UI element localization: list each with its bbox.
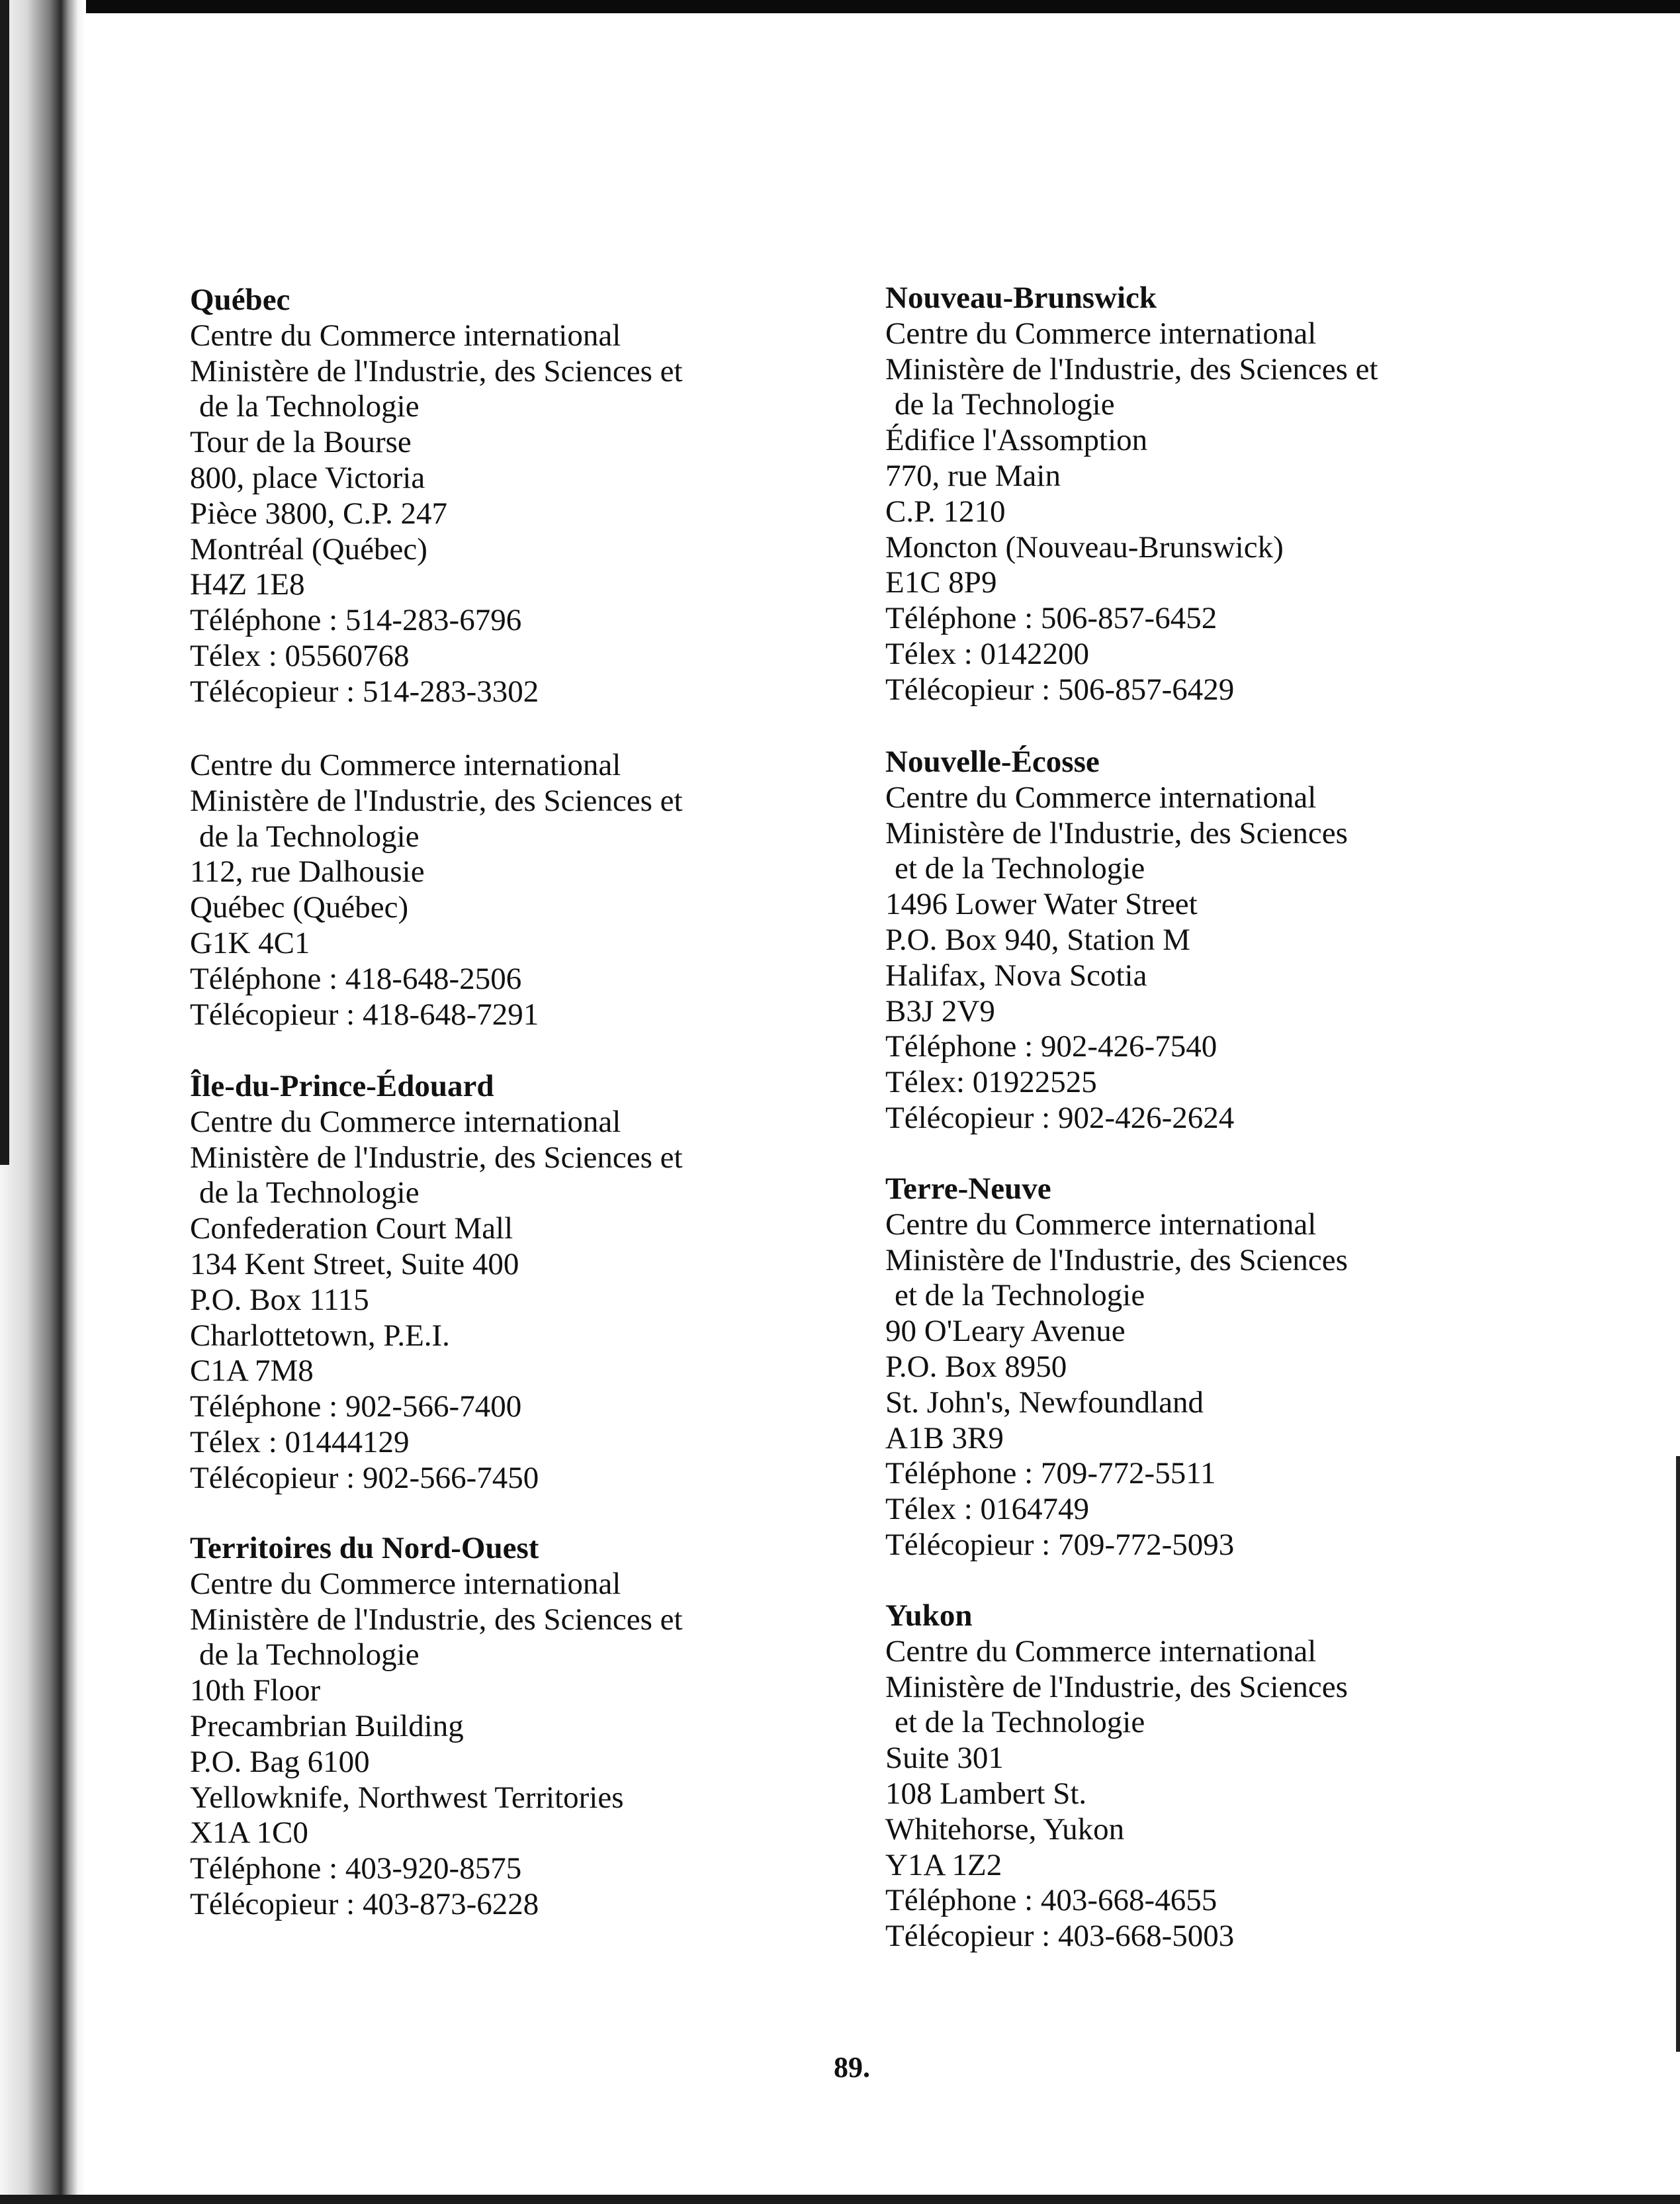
address-line: P.O. Box 1115: [190, 1282, 369, 1317]
address-line: H4Z 1E8: [190, 567, 305, 602]
address-line: Tour de la Bourse: [190, 425, 412, 460]
address-line: 112, rue Dalhousie: [190, 854, 425, 890]
address-line: Ministère de l'Industrie, des Sciences et: [885, 351, 1378, 387]
address-line: Whitehorse, Yukon: [885, 1812, 1125, 1847]
phone-line: Téléphone : 403-920-8575: [190, 1851, 522, 1886]
phone-line: Téléphone : 514-283-6796: [190, 603, 522, 638]
address-line: Centre du Commerce international: [190, 318, 621, 353]
address-line: X1A 1C0: [190, 1815, 308, 1851]
address-line: 108 Lambert St.: [885, 1776, 1087, 1811]
address-line: C1A 7M8: [190, 1354, 314, 1389]
address-line: Ministère de l'Industrie, des Sciences et: [190, 783, 683, 818]
address-line: de la Technologie: [199, 1637, 420, 1673]
fax-line: Télécopieur : 902-566-7450: [190, 1460, 539, 1495]
fax-line: Télécopieur : 902-426-2624: [885, 1100, 1235, 1135]
address-block-terre-neuve: [885, 1171, 1547, 1563]
section-heading: Nouvelle-Écosse: [885, 745, 1100, 779]
address-line: Ministère de l'Industrie, des Sciences et: [190, 1140, 683, 1175]
fax-line: Télécopieur : 403-668-5003: [885, 1919, 1235, 1954]
address-line: C.P. 1210: [885, 494, 1006, 529]
fax-line: Télécopieur : 514-283-3302: [190, 674, 539, 709]
address-line: de la Technologie: [895, 387, 1115, 422]
address-line: Ministère de l'Industrie, des Sciences et: [190, 1602, 683, 1637]
fax-line: Télécopieur : 506-857-6429: [885, 672, 1235, 707]
address-line: Yellowknife, Northwest Territories: [190, 1780, 624, 1815]
address-line: Centre du Commerce international: [885, 1633, 1317, 1669]
section-heading: Nouveau-Brunswick: [885, 281, 1157, 315]
address-line: Centre du Commerce international: [885, 316, 1317, 351]
address-line: Centre du Commerce international: [190, 748, 621, 782]
address-line: Centre du Commerce international: [190, 1104, 621, 1139]
address-line: Confederation Court Mall: [190, 1211, 513, 1246]
phone-line: Téléphone : 709-772-5511: [885, 1456, 1216, 1491]
page-number: 89.: [834, 2051, 870, 2084]
phone-line: Téléphone : 403-668-4655: [885, 1883, 1217, 1918]
address-block-quebec-2: [190, 748, 852, 1033]
address-line: Moncton (Nouveau-Brunswick): [885, 529, 1284, 565]
section-heading: Terre-Neuve: [885, 1171, 1051, 1206]
address-line: Montréal (Québec): [190, 531, 427, 567]
section-heading: Québec: [190, 283, 290, 317]
address-line: Ministère de l'Industrie, des Sciences: [885, 1242, 1348, 1277]
address-line: de la Technologie: [199, 389, 420, 424]
address-line: de la Technologie: [199, 819, 420, 854]
address-line: Suite 301: [885, 1741, 1004, 1776]
telex-line: Télex : 0164749: [885, 1492, 1090, 1527]
address-line: et de la Technologie: [895, 1278, 1145, 1313]
phone-line: Téléphone : 902-426-7540: [885, 1029, 1217, 1064]
address-line: Precambrian Building: [190, 1708, 464, 1743]
address-block-quebec-1: [190, 283, 852, 710]
telex-line: Télex : 01444129: [190, 1424, 410, 1459]
telex-line: Télex : 05560768: [190, 638, 410, 673]
address-block-ile-du-prince-edouard: [190, 1069, 852, 1496]
address-line: 90 O'Leary Avenue: [885, 1314, 1126, 1349]
section-heading: Île-du-Prince-Édouard: [190, 1069, 494, 1103]
address-line: G1K 4C1: [190, 925, 310, 960]
fax-line: Télécopieur : 418-648-7291: [190, 997, 539, 1032]
address-line: Halifax, Nova Scotia: [885, 958, 1147, 993]
scan-top-border: [0, 0, 1680, 13]
address-line: E1C 8P9: [885, 565, 997, 600]
address-line: Édifice l'Assomption: [885, 423, 1148, 458]
address-line: Centre du Commerce international: [190, 1566, 621, 1601]
address-line: Ministère de l'Industrie, des Sciences: [885, 815, 1348, 850]
address-line: P.O. Box 8950: [885, 1349, 1067, 1384]
fax-line: Télécopieur : 403-873-6228: [190, 1886, 539, 1921]
address-line: 800, place Victoria: [190, 460, 425, 495]
address-block-territoires-du-nord-ouest: [190, 1531, 852, 1923]
address-line: Centre du Commerce international: [885, 1207, 1317, 1242]
scan-binding-shadow: [0, 0, 9, 1165]
address-line: A1B 3R9: [885, 1420, 1004, 1455]
scan-bottom-border: [0, 2195, 1680, 2204]
address-block-yukon: [885, 1598, 1547, 1954]
address-block-nouvelle-ecosse: [885, 745, 1547, 1136]
address-line: P.O. Bag 6100: [190, 1744, 370, 1779]
address-line: St. John's, Newfoundland: [885, 1385, 1204, 1420]
scan-binding-edge: [0, 0, 86, 2204]
address-line: Québec (Québec): [190, 890, 409, 925]
section-heading: Territoires du Nord-Ouest: [190, 1531, 539, 1565]
section-heading: Yukon: [885, 1598, 973, 1633]
phone-line: Téléphone : 418-648-2506: [190, 961, 522, 996]
phone-line: Téléphone : 506-857-6452: [885, 601, 1217, 636]
address-line: Centre du Commerce international: [885, 780, 1317, 815]
address-line: Ministère de l'Industrie, des Sciences et: [190, 353, 683, 389]
address-line: et de la Technologie: [895, 851, 1145, 886]
address-line: Charlottetown, P.E.I.: [190, 1318, 450, 1353]
address-line: Y1A 1Z2: [885, 1847, 1002, 1882]
address-line: 10th Floor: [190, 1673, 321, 1708]
fax-line: Télécopieur : 709-772-5093: [885, 1527, 1235, 1562]
address-line: B3J 2V9: [885, 993, 995, 1029]
address-line: Ministère de l'Industrie, des Sciences: [885, 1669, 1348, 1704]
address-block-nouveau-brunswick: [885, 281, 1547, 708]
address-line: 770, rue Main: [885, 458, 1061, 493]
telex-line: Télex : 0142200: [885, 636, 1090, 671]
address-line: et de la Technologie: [895, 1705, 1145, 1740]
address-line: 1496 Lower Water Street: [885, 887, 1198, 922]
address-line: 134 Kent Street, Suite 400: [190, 1246, 519, 1281]
address-line: de la Technologie: [199, 1175, 420, 1211]
telex-line: Télex: 01922525: [885, 1065, 1097, 1100]
scan-right-edge: [1676, 1456, 1680, 2052]
address-line: P.O. Box 940, Station M: [885, 922, 1190, 957]
phone-line: Téléphone : 902-566-7400: [190, 1389, 522, 1424]
address-line: Pièce 3800, C.P. 247: [190, 496, 448, 531]
